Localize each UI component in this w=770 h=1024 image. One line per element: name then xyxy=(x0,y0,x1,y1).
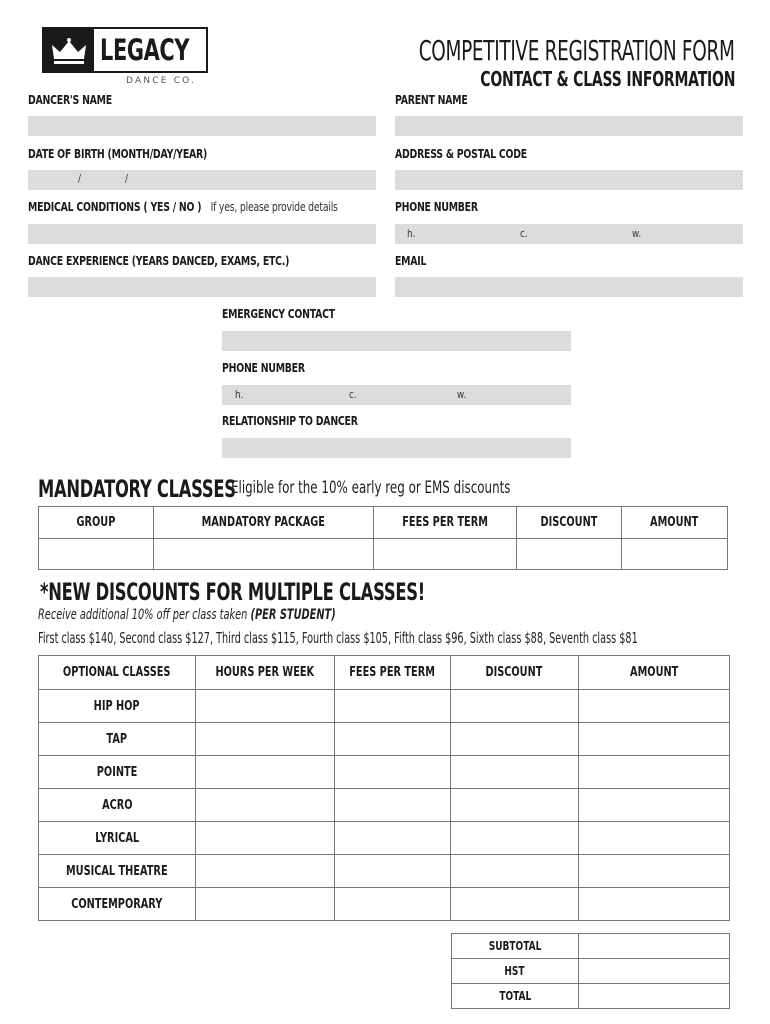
discount-cell[interactable] xyxy=(450,888,578,921)
emergency-phone-cell-prefix: c. xyxy=(349,388,357,401)
class-name-cell: TAP xyxy=(39,723,196,756)
table-row xyxy=(39,756,730,789)
class-name-cell: HIP HOP xyxy=(39,690,196,723)
column-header: DISCOUNT xyxy=(517,507,622,539)
amount-cell[interactable] xyxy=(578,690,729,723)
fees-cell[interactable] xyxy=(334,690,450,723)
amount-cell[interactable] xyxy=(578,888,729,921)
total-label: TOTAL xyxy=(452,984,579,1009)
experience-field[interactable] xyxy=(28,277,376,297)
amount-cell[interactable] xyxy=(578,756,729,789)
discount-cell[interactable] xyxy=(450,723,578,756)
discounts-heading: *NEW DISCOUNTS FOR MULTIPLE CLASSES! xyxy=(40,578,425,606)
table-row xyxy=(39,822,730,855)
dob-label: DATE OF BIRTH (MONTH/DAY/YEAR) xyxy=(28,147,208,161)
email-field[interactable] xyxy=(395,277,743,297)
column-header: AMOUNT xyxy=(578,656,729,690)
column-header: MANDATORY PACKAGE xyxy=(153,507,374,539)
table-row xyxy=(452,959,730,984)
package-cell[interactable] xyxy=(153,539,374,570)
emergency-phone-work-prefix: w. xyxy=(457,388,467,401)
table-row xyxy=(452,984,730,1009)
total-value[interactable] xyxy=(578,984,729,1009)
amount-cell[interactable] xyxy=(578,723,729,756)
column-header: FEES PER TERM xyxy=(374,507,517,539)
crown-icon xyxy=(44,29,94,71)
parent-name-field[interactable] xyxy=(395,116,743,136)
amount-cell[interactable] xyxy=(578,789,729,822)
relationship-field[interactable] xyxy=(222,438,571,458)
medical-field[interactable] xyxy=(28,224,376,244)
address-label: ADDRESS & POSTAL CODE xyxy=(395,147,527,161)
discount-cell[interactable] xyxy=(450,756,578,789)
phone-label: PHONE NUMBER xyxy=(395,200,478,214)
class-name-cell: ACRO xyxy=(39,789,196,822)
class-name-cell: CONTEMPORARY xyxy=(39,888,196,921)
hours-cell[interactable] xyxy=(195,723,334,756)
totals-table xyxy=(451,933,730,1009)
emergency-phone-label: PHONE NUMBER xyxy=(222,361,305,375)
fees-cell[interactable] xyxy=(334,789,450,822)
column-header: GROUP xyxy=(39,507,154,539)
mandatory-header-row xyxy=(39,507,728,539)
hours-cell[interactable] xyxy=(195,690,334,723)
column-header: OPTIONAL CLASSES xyxy=(39,656,196,690)
discount-cell[interactable] xyxy=(450,690,578,723)
column-header: HOURS PER WEEK xyxy=(195,656,334,690)
table-row xyxy=(452,934,730,959)
subtotal-label: SUBTOTAL xyxy=(452,934,579,959)
dob-field[interactable] xyxy=(28,170,376,190)
emergency-contact-label: EMERGENCY CONTACT xyxy=(222,307,335,321)
hours-cell[interactable] xyxy=(195,822,334,855)
hst-label: HST xyxy=(452,959,579,984)
class-name-cell: LYRICAL xyxy=(39,822,196,855)
mandatory-table xyxy=(38,506,728,570)
optional-classes-table xyxy=(38,655,730,921)
emergency-phone-home-prefix: h. xyxy=(235,388,244,401)
phone-work-prefix: w. xyxy=(632,227,642,240)
column-header: FEES PER TERM xyxy=(334,656,450,690)
dancer-name-field[interactable] xyxy=(28,116,376,136)
class-name-cell: MUSICAL THEATRE xyxy=(39,855,196,888)
experience-label: DANCE EXPERIENCE (YEARS DANCED, EXAMS, ETC.) xyxy=(28,254,290,268)
table-row xyxy=(39,888,730,921)
fees-cell[interactable] xyxy=(374,539,517,570)
table-row xyxy=(39,855,730,888)
amount-cell[interactable] xyxy=(578,822,729,855)
phone-field[interactable] xyxy=(395,224,743,244)
discounts-note-main: Receive additional 10% off per class taken xyxy=(38,607,248,623)
discount-cell[interactable] xyxy=(450,855,578,888)
logo-subtext: DANCE CO. xyxy=(126,76,197,86)
table-row xyxy=(39,690,730,723)
emergency-phone-field[interactable] xyxy=(222,385,571,405)
fees-cell[interactable] xyxy=(334,723,450,756)
discount-cell[interactable] xyxy=(450,822,578,855)
hours-cell[interactable] xyxy=(195,888,334,921)
optional-header-row xyxy=(39,656,730,690)
group-cell[interactable] xyxy=(39,539,154,570)
hours-cell[interactable] xyxy=(195,789,334,822)
column-header: AMOUNT xyxy=(622,507,728,539)
mandatory-heading: MANDATORY CLASSES xyxy=(38,475,236,503)
hours-cell[interactable] xyxy=(195,855,334,888)
dob-separator: / xyxy=(78,172,81,185)
logo xyxy=(42,27,208,73)
discount-cell[interactable] xyxy=(450,789,578,822)
class-name-cell: POINTE xyxy=(39,756,196,789)
relationship-label: RELATIONSHIP TO DANCER xyxy=(222,414,358,428)
dob-separator: / xyxy=(125,172,128,185)
discounts-note-strong: (PER STUDENT) xyxy=(250,607,336,623)
email-label: EMAIL xyxy=(395,254,427,268)
discounts-note xyxy=(38,607,336,623)
subtotal-value[interactable] xyxy=(578,934,729,959)
table-row xyxy=(39,539,728,570)
medical-label-text: MEDICAL CONDITIONS ( YES / NO ) xyxy=(28,200,202,214)
mandatory-subheading: Eligible for the 10% early reg or EMS discounts xyxy=(231,478,511,498)
fees-cell[interactable] xyxy=(334,888,450,921)
emergency-contact-field[interactable] xyxy=(222,331,571,351)
fees-cell[interactable] xyxy=(334,855,450,888)
discount-prices: First class $140, Second class $127, Third class $115, Fourth class $105, Fifth class $96, Sixth class $88, Seventh class $81 xyxy=(38,629,638,647)
address-field[interactable] xyxy=(395,170,743,190)
logo-wordmark: LEGACY xyxy=(100,33,190,67)
fees-cell[interactable] xyxy=(334,822,450,855)
table-row xyxy=(39,723,730,756)
hst-value[interactable] xyxy=(578,959,729,984)
medical-note: If yes, please provide details xyxy=(210,200,338,214)
hours-cell[interactable] xyxy=(195,756,334,789)
table-row xyxy=(39,789,730,822)
amount-cell[interactable] xyxy=(578,855,729,888)
dancer-name-label: DANCER'S NAME xyxy=(28,93,112,107)
parent-name-label: PARENT NAME xyxy=(395,93,468,107)
discount-cell[interactable] xyxy=(517,539,622,570)
form-subtitle: CONTACT & CLASS INFORMATION xyxy=(480,67,735,91)
phone-home-prefix: h. xyxy=(407,227,416,240)
phone-cell-prefix: c. xyxy=(520,227,528,240)
form-title: COMPETITIVE REGISTRATION FORM xyxy=(419,34,735,67)
column-header: DISCOUNT xyxy=(450,656,578,690)
medical-label xyxy=(28,200,338,214)
amount-cell[interactable] xyxy=(622,539,728,570)
fees-cell[interactable] xyxy=(334,756,450,789)
